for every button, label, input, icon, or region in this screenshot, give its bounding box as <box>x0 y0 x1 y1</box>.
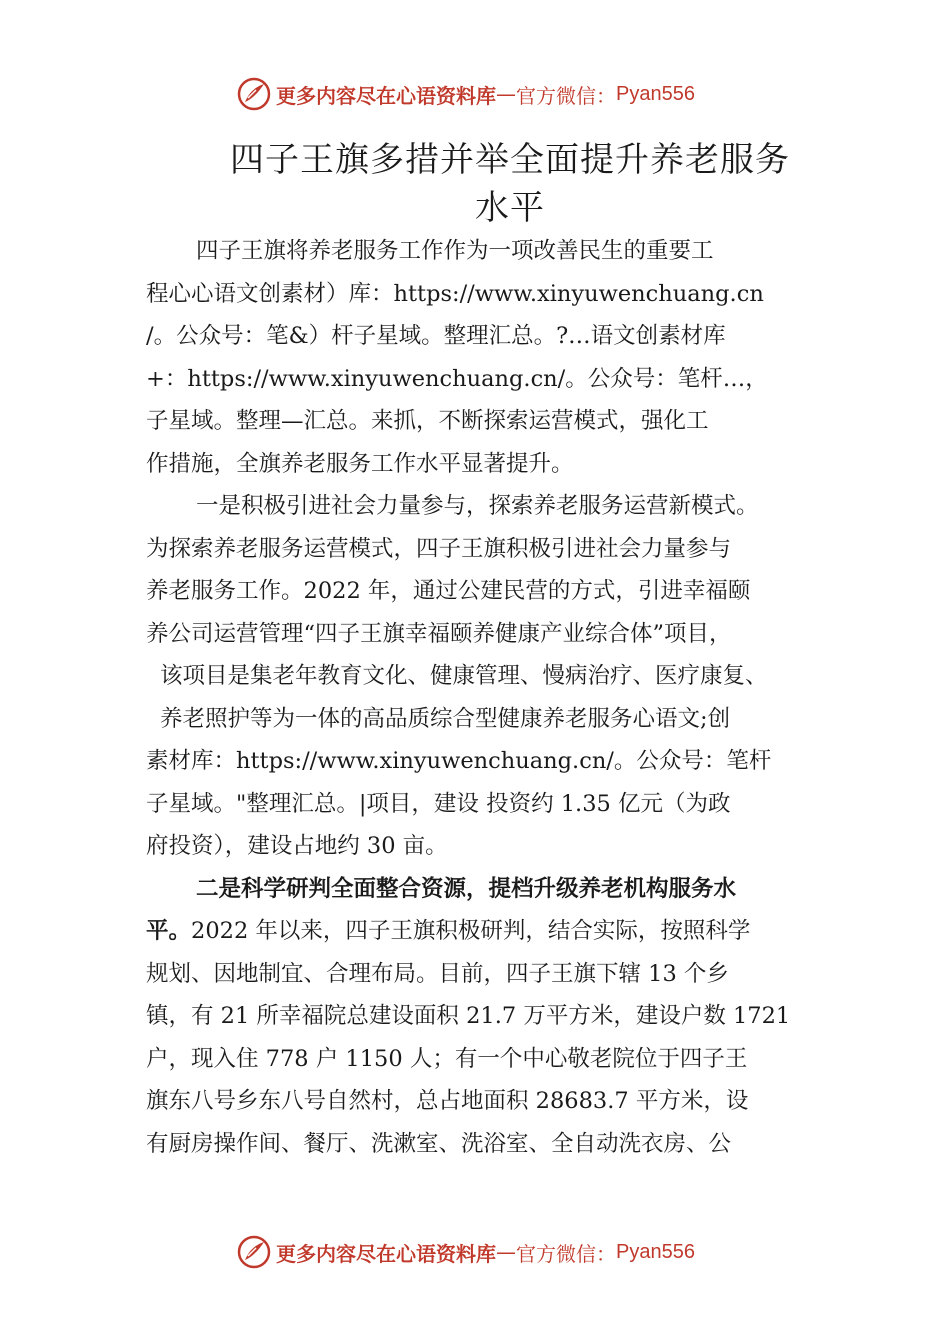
logo-icon <box>236 1234 272 1270</box>
banner-dash: — <box>496 82 516 106</box>
text-line: 一是积极引进社会力量参与，探索养老服务运营新模式。 <box>196 493 759 519</box>
banner-wechat-label: 官方微信： <box>516 83 616 108</box>
text-line: 子星域。整理—汇总。来抓，不断探索运营模式，强化工 <box>146 408 709 434</box>
header-banner <box>236 76 695 112</box>
text-line: +：https://www.xinyuwenchuang.cn/。公众号：笔杆…， <box>146 365 768 392</box>
document-title <box>150 136 870 232</box>
text-line: 户，现入住 778 户 1150 人；有一个中心敬老院位于四子王 <box>146 1045 748 1072</box>
text-line: 该项目是集老年教育文化、健康管理、慢病治疗、医疗康复、 <box>160 663 768 689</box>
text-line: 旗东八号乡东八号自然村，总占地面积 28683.7 平方米，设 <box>146 1088 749 1114</box>
text-line: 为探索养老服务运营模式，四子王旗积极引进社会力量参与 <box>146 535 732 562</box>
title-line-1: 四子王旗多措并举全面提升养老服务 <box>230 140 790 180</box>
text-line: 有厨房操作间、餐厅、洗漱室、洗浴室、全自动洗衣房、公 <box>146 1130 732 1157</box>
text-line: 作措施，全旗养老服务工作水平显著提升。 <box>146 450 574 477</box>
text-line: 养老照护等为一体的高品质综合型健康养老服务心语文;创 <box>160 705 731 732</box>
logo-icon <box>236 76 272 112</box>
banner-wechat-label: 官方微信： <box>516 1241 616 1266</box>
text-span: 2022 年以来，四子王旗积极研判，结合实际，按照科学 <box>191 918 751 944</box>
footer-banner <box>236 1234 695 1270</box>
text-line: 府投资），建设占地约 30 亩。 <box>146 833 448 859</box>
text-line: 四子王旗将养老服务工作作为一项改善民生的重要工 <box>196 238 714 264</box>
text-line: 养公司运营管理“四子王旗幸福颐养健康产业综合体”项目， <box>146 620 732 647</box>
text-line: /。公众号：笔&）杆子星域。整理汇总。?…语文创素材库 <box>146 323 726 349</box>
text-line: 规划、因地制宜、合理布局。目前，四子王旗下辖 13 个乡 <box>146 960 729 987</box>
text-line: 素材库：https://www.xinyuwenchuang.cn/。公众号：笔杆 <box>146 748 772 774</box>
banner-main-text: 更多内容尽在心语资料库 <box>276 83 496 108</box>
text-line: 养老服务工作。2022 年，通过公建民营的方式，引进幸福颐 <box>146 578 751 604</box>
text-line <box>146 910 836 953</box>
banner-main-text: 更多内容尽在心语资料库 <box>276 1241 496 1266</box>
banner-wechat-id: Pyan556 <box>616 82 695 105</box>
text-line: 程心心语文创素材）库：https://www.xinyuwenchuang.cn <box>146 280 764 307</box>
text-line: 子星域。"整理汇总。|项目，建设 投资约 1.35 亿元（为政 <box>146 790 731 817</box>
text-line: 镇，有 21 所幸福院总建设面积 21.7 万平方米，建设户数 1721 <box>146 1003 791 1029</box>
title-line-2: 水平 <box>475 188 545 228</box>
bold-heading-tail: 平。 <box>146 918 192 944</box>
banner-dash: — <box>496 1240 516 1264</box>
banner-wechat-id: Pyan556 <box>616 1240 695 1263</box>
document-body <box>146 230 836 1165</box>
bold-heading-line: 二是科学研判全面整合资源，提档升级养老机构服务水 <box>196 875 737 902</box>
